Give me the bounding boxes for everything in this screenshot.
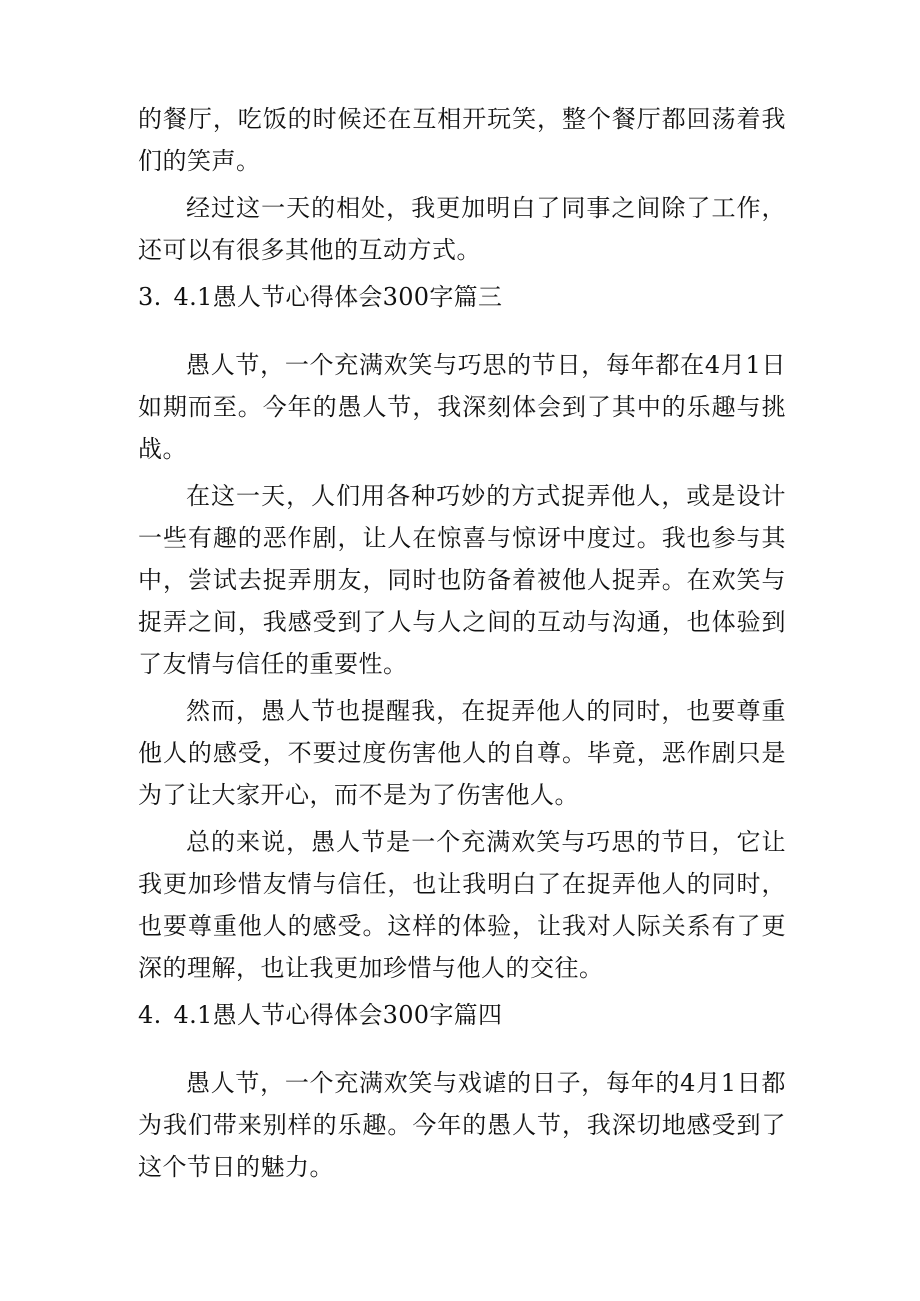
paragraph: 愚人节，一个充满欢笑与巧思的节日，每年都在4月1日如期而至。今年的愚人节，我深刻体会到了其中的乐趣与挑战。 <box>138 351 786 463</box>
section-heading-3 <box>138 276 786 318</box>
document-page <box>138 98 786 1193</box>
heading-number: 4. <box>138 1001 162 1029</box>
heading-number: 3. <box>138 283 162 311</box>
heading-text: 4.1愚人节心得体会300字篇三 <box>173 283 503 311</box>
paragraph-continued: 的餐厅，吃饭的时候还在互相开玩笑，整个餐厅都回荡着我们的笑声。 <box>138 105 786 175</box>
heading-text: 4.1愚人节心得体会300字篇四 <box>173 1001 503 1029</box>
paragraph: 总的来说，愚人节是一个充满欢笑与巧思的节日，它让我更加珍惜友情与信任，也让我明白了在捉弄他人的同时，也要尊重他人的感受。这样的体验，让我对人际关系有了更深的理解，也让我更加珍惜与他人的交往。 <box>138 828 786 982</box>
paragraph: 然而，愚人节也提醒我，在捉弄他人的同时，也要尊重他人的感受，不要过度伤害他人的自尊。毕竟，恶作剧只是为了让大家开心，而不是为了伤害他人。 <box>138 697 786 809</box>
paragraph: 愚人节，一个充满欢笑与戏谑的日子，每年的4月1日都为我们带来别样的乐趣。今年的愚人节，我深切地感受到了这个节日的魅力。 <box>138 1069 786 1181</box>
section-heading-4 <box>138 994 786 1036</box>
paragraph: 在这一天，人们用各种巧妙的方式捉弄他人，或是设计一些有趣的恶作剧，让人在惊喜与惊讶中度过。我也参与其中，尝试去捉弄朋友，同时也防备着被他人捉弄。在欢笑与捉弄之间，我感受到了人与人之间的互动与沟通，也体验到了友情与信任的重要性。 <box>138 482 786 678</box>
paragraph: 经过这一天的相处，我更加明白了同事之间除了工作，还可以有很多其他的互动方式。 <box>138 194 786 264</box>
